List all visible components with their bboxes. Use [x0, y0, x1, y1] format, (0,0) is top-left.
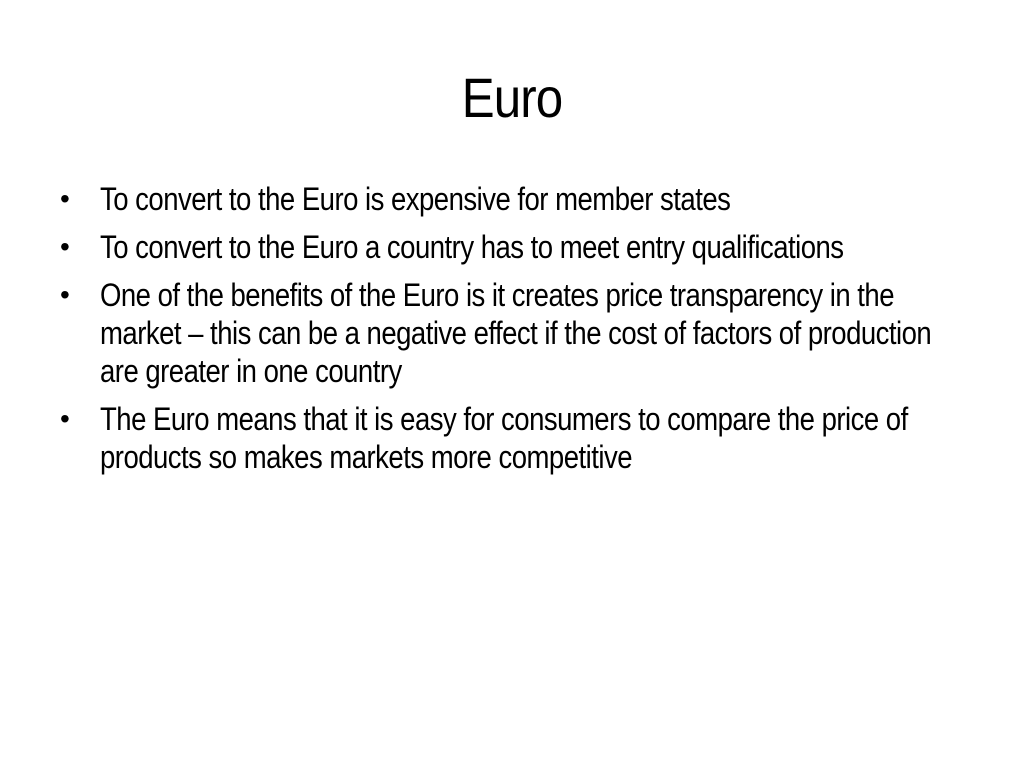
- bullet-item: [56, 276, 976, 390]
- bullet-text: One of the benefits of the Euro is it creates price transparency in the market – this can be a negative effect if the cost of factors of production are greater in one country: [100, 277, 932, 389]
- bullet-item: [56, 228, 976, 266]
- bullet-icon: •: [60, 279, 70, 310]
- bullet-item: [56, 400, 976, 476]
- bullet-item: [56, 180, 976, 218]
- bullet-icon: •: [60, 403, 70, 434]
- bullet-text: To convert to the Euro a country has to meet entry qualifications: [100, 229, 844, 265]
- slide-title: Euro: [461, 66, 563, 129]
- bullet-text: The Euro means that it is easy for consumers to compare the price of products so makes markets more competitive: [100, 401, 908, 475]
- bullet-icon: •: [60, 231, 70, 262]
- bullet-list: [56, 180, 976, 486]
- bullet-text: To convert to the Euro is expensive for member states: [100, 181, 731, 217]
- bullet-icon: •: [60, 183, 70, 214]
